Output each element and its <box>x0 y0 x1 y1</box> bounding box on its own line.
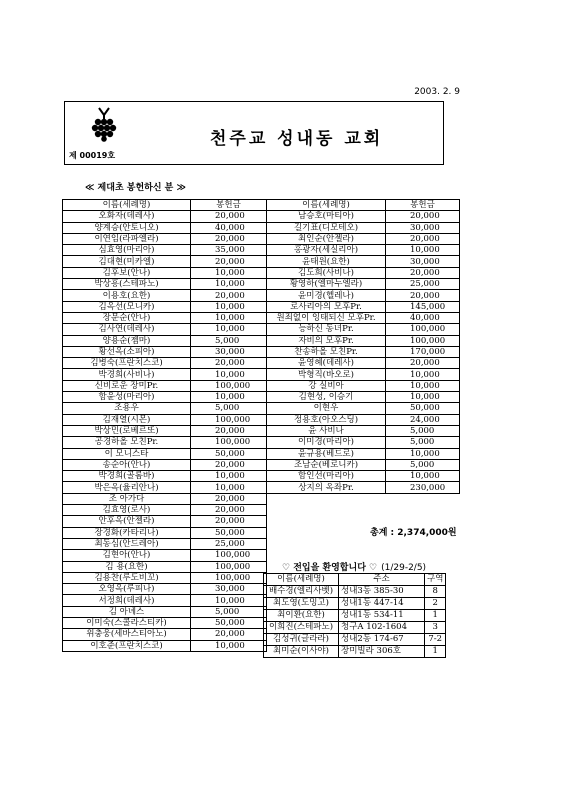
donor-name: 박형직(바오로) <box>267 369 386 380</box>
donation-amount: 100,000 <box>386 335 460 346</box>
donation-amount: 5,000 <box>386 425 460 436</box>
table-row <box>63 346 267 357</box>
table-row <box>63 448 267 459</box>
table-row <box>63 256 267 267</box>
table-row <box>63 245 267 256</box>
table-row <box>264 610 446 622</box>
table-row <box>267 403 460 414</box>
table-row <box>63 640 267 651</box>
donation-amount: 10,000 <box>191 279 267 290</box>
donor-name: 김재열(시몬) <box>63 414 191 425</box>
donation-amount: 30,000 <box>386 222 460 233</box>
donor-name: 김 용(요한) <box>63 561 191 572</box>
table-row <box>63 392 267 403</box>
donation-amount: 20,000 <box>191 459 267 470</box>
donation-amount: 20,000 <box>191 211 267 222</box>
donor-name: 장문순(안나) <box>63 312 191 323</box>
table-row <box>63 584 267 595</box>
donation-amount: 30,000 <box>191 584 267 595</box>
donor-name: 이미경(마리아) <box>267 437 386 448</box>
donor-name: 홍광자(세실리아) <box>267 245 386 256</box>
newcomer-address: 성내2동 174-67 <box>339 634 425 646</box>
donation-amount: 5,000 <box>191 606 267 617</box>
donor-name: 찬송하올 모친Pr. <box>267 346 386 357</box>
donor-name: 김현아(안나) <box>63 550 191 561</box>
column-header-amount: 봉헌금 <box>191 200 267 211</box>
table-row <box>63 471 267 482</box>
table-row <box>267 301 460 312</box>
donation-amount: 50,000 <box>386 403 460 414</box>
donation-amount: 20,000 <box>191 290 267 301</box>
donation-amount: 20,000 <box>386 358 460 369</box>
donor-name: 황영하(엘마누엘라) <box>267 279 386 290</box>
table-row <box>267 392 460 403</box>
table-row <box>63 617 267 628</box>
donor-name: 이용호(요한) <box>63 290 191 301</box>
donor-name: 김옥선(모니카) <box>63 301 191 312</box>
donation-amount: 20,000 <box>191 629 267 640</box>
donation-amount: 10,000 <box>191 640 267 651</box>
donation-amount: 100,000 <box>191 437 267 448</box>
table-row <box>267 256 460 267</box>
donor-name: 길기표(디모테오) <box>267 222 386 233</box>
donor-name: 김도희(사비나) <box>267 267 386 278</box>
issue-number: 제 00019호 <box>69 151 116 160</box>
table-row <box>63 414 267 425</box>
table-row <box>264 634 446 646</box>
table-row <box>267 471 460 482</box>
donation-amount: 10,000 <box>386 471 460 482</box>
donor-name: 윤태원(요한) <box>267 256 386 267</box>
donor-name: 이호준(프란치스코) <box>63 640 191 651</box>
newcomer-zone: 1 <box>425 610 446 622</box>
donor-table-left <box>62 199 267 652</box>
table-row <box>63 369 267 380</box>
donation-amount: 20,000 <box>191 425 267 436</box>
donation-amount: 35,000 <box>191 245 267 256</box>
table-row <box>264 646 446 658</box>
table-row <box>63 335 267 346</box>
donation-amount: 40,000 <box>386 312 460 323</box>
donation-amount: 20,000 <box>386 267 460 278</box>
table-row <box>267 437 460 448</box>
table-row <box>63 606 267 617</box>
donor-name: 신비로운 장미Pr. <box>63 380 191 391</box>
donation-amount: 230,000 <box>386 482 460 493</box>
donation-amount: 50,000 <box>191 448 267 459</box>
newcomer-name: 김성귀(글라라) <box>264 634 339 646</box>
table-row <box>267 233 460 244</box>
donation-amount: 145,000 <box>386 301 460 312</box>
donor-name: 자비의 모후Pr. <box>267 335 386 346</box>
donation-amount: 24,000 <box>386 414 460 425</box>
donation-amount: 20,000 <box>191 516 267 527</box>
table-row <box>63 222 267 233</box>
welcome-date-range: (1/29-2/5) <box>381 563 427 573</box>
donor-name: 정용호(아오스딩) <box>267 414 386 425</box>
donation-amount: 100,000 <box>191 550 267 561</box>
newcomer-address: 성내3동 385-30 <box>339 586 425 598</box>
table-row <box>63 482 267 493</box>
donation-amount: 10,000 <box>386 448 460 459</box>
table-row <box>63 358 267 369</box>
bulletin-date: 2003. 2. 9 <box>414 87 460 97</box>
donor-name: 이 모니스타 <box>63 448 191 459</box>
donation-amount: 100,000 <box>191 561 267 572</box>
table-row <box>267 459 460 470</box>
donor-name: 서정희(데레사) <box>63 595 191 606</box>
donor-name: 공경하올 모친Pr. <box>63 437 191 448</box>
donation-amount: 10,000 <box>191 312 267 323</box>
table-row <box>63 550 267 561</box>
table-row <box>63 425 267 436</box>
table-row <box>267 290 460 301</box>
newcomer-address: 청구A 102-1604 <box>339 622 425 634</box>
donation-amount: 100,000 <box>191 414 267 425</box>
newcomer-address: 장미빌라 306호 <box>339 646 425 658</box>
table-row <box>63 595 267 606</box>
table-row <box>63 493 267 504</box>
table-row <box>63 527 267 538</box>
donation-amount: 100,000 <box>191 380 267 391</box>
table-row <box>63 267 267 278</box>
donation-amount: 10,000 <box>386 369 460 380</box>
donor-name: 송순아(안나) <box>63 459 191 470</box>
donation-amount: 40,000 <box>191 222 267 233</box>
table-row <box>267 279 460 290</box>
table-row <box>267 211 460 222</box>
table-row <box>63 538 267 549</box>
donor-name: 이현우 <box>267 403 386 414</box>
donation-amount: 10,000 <box>191 301 267 312</box>
donor-name: 심효영(마리아) <box>63 245 191 256</box>
donation-amount: 30,000 <box>191 346 267 357</box>
donor-name: 함인선(마리아) <box>267 471 386 482</box>
column-header-name: 이름(세례명) <box>264 574 339 586</box>
newcomer-zone: 1 <box>425 646 446 658</box>
table-row <box>264 586 446 598</box>
donor-name: 최인순(안젤라) <box>267 233 386 244</box>
donation-amount: 20,000 <box>191 505 267 516</box>
newcomer-zone: 7-2 <box>425 634 446 646</box>
table-row <box>267 346 460 357</box>
column-header-address: 주소 <box>339 574 425 586</box>
table-row <box>63 403 267 414</box>
donor-name: 김용찬(루도비꼬) <box>63 572 191 583</box>
donor-table-right <box>266 199 460 494</box>
newcomer-address: 성내1동 447-14 <box>339 598 425 610</box>
donation-amount: 20,000 <box>386 211 460 222</box>
table-row <box>267 425 460 436</box>
donor-name: 함윤성(마리아) <box>63 392 191 403</box>
donation-amount: 30,000 <box>386 256 460 267</box>
table-row <box>267 267 460 278</box>
table-row <box>63 279 267 290</box>
column-header-name: 이름(세례명) <box>267 200 386 211</box>
donor-name: 조 아가다 <box>63 493 191 504</box>
masthead <box>64 101 444 165</box>
table-row <box>267 482 460 493</box>
donation-amount: 10,000 <box>191 267 267 278</box>
table-row <box>267 358 460 369</box>
donation-amount: 100,000 <box>191 572 267 583</box>
table-row <box>63 572 267 583</box>
donation-amount: 5,000 <box>386 459 460 470</box>
donation-amount: 100,000 <box>386 324 460 335</box>
donation-amount: 20,000 <box>386 233 460 244</box>
column-header-name: 이름(세례명) <box>63 200 191 211</box>
donation-amount: 10,000 <box>191 324 267 335</box>
column-header-zone: 구역 <box>425 574 446 586</box>
donation-amount: 10,000 <box>386 380 460 391</box>
table-row <box>267 324 460 335</box>
section-title: ≪ 제대초 봉헌하신 분 ≫ <box>85 183 186 193</box>
table-row <box>267 312 460 323</box>
donor-name: 최동심(안드레아) <box>63 538 191 549</box>
donor-name: 김후보(안나) <box>63 267 191 278</box>
table-row <box>63 629 267 640</box>
newcomer-name: 최이환(요한) <box>264 610 339 622</box>
newcomer-name: 배수경(엘리사벳) <box>264 586 339 598</box>
donation-amount: 25,000 <box>386 279 460 290</box>
newcomer-name: 최미순(이사야) <box>264 646 339 658</box>
table-row <box>267 335 460 346</box>
donation-amount: 20,000 <box>386 290 460 301</box>
table-row <box>63 459 267 470</box>
table-row <box>267 369 460 380</box>
table-row <box>267 222 460 233</box>
table-row <box>264 598 446 610</box>
newcomer-zone: 8 <box>425 586 446 598</box>
donor-name: 이연임(라파엘라) <box>63 233 191 244</box>
newcomer-address: 성내1동 534-11 <box>339 610 425 622</box>
donor-name: 위충웅(세바스티아노) <box>63 629 191 640</box>
donor-name: 오화자(데레사) <box>63 211 191 222</box>
table-row <box>63 290 267 301</box>
table-row <box>267 414 460 425</box>
donation-amount: 10,000 <box>191 471 267 482</box>
donation-amount: 170,000 <box>386 346 460 357</box>
donation-amount: 10,000 <box>191 482 267 493</box>
donor-name: 오영옥(루피나) <box>63 584 191 595</box>
table-row <box>63 516 267 527</box>
newcomer-name: 이희진(스테파노) <box>264 622 339 634</box>
table-row <box>264 622 446 634</box>
donation-amount: 10,000 <box>386 245 460 256</box>
welcome-title: ♡ 전입을 환영합니다 ♡ <box>282 563 378 573</box>
welcome-heading <box>282 560 426 573</box>
column-header-amount: 봉헌금 <box>386 200 460 211</box>
donation-amount: 10,000 <box>191 369 267 380</box>
donor-name: 안후옥(안젤라) <box>63 516 191 527</box>
donor-name: 윤 사비나 <box>267 425 386 436</box>
donor-name: 조용우 <box>63 403 191 414</box>
donor-name: 양계승(안토니오) <box>63 222 191 233</box>
newcomer-zone: 2 <box>425 598 446 610</box>
table-row <box>63 324 267 335</box>
donation-amount: 50,000 <box>191 527 267 538</box>
donation-amount: 5,000 <box>386 437 460 448</box>
donor-name: 박경희(골롬바) <box>63 471 191 482</box>
table-row <box>63 380 267 391</box>
table-row <box>63 561 267 572</box>
donation-amount: 20,000 <box>191 233 267 244</box>
table-row <box>267 245 460 256</box>
table-row <box>63 312 267 323</box>
donor-name: 상지의 옥좌Pr. <box>267 482 386 493</box>
donor-name: 로사리아의 모후Pr. <box>267 301 386 312</box>
donor-name: 남승호(마티아) <box>267 211 386 222</box>
donor-name: 황선옥(소피아) <box>63 346 191 357</box>
donation-amount: 10,000 <box>386 392 460 403</box>
church-name: 천주교 성내동 교회 <box>210 129 384 149</box>
grape-logo-icon <box>89 106 119 142</box>
donation-amount: 20,000 <box>191 493 267 504</box>
table-row <box>63 505 267 516</box>
donor-name: 김사연(데레사) <box>63 324 191 335</box>
donor-name: 김대현(미카엘) <box>63 256 191 267</box>
donor-name: 능하신 동녀Pr. <box>267 324 386 335</box>
donor-name: 박은옥(율리안나) <box>63 482 191 493</box>
donor-name: 김현성, 이승기 <box>267 392 386 403</box>
donation-amount: 5,000 <box>191 335 267 346</box>
table-row <box>63 437 267 448</box>
donor-name: 조남순(베로니카) <box>267 459 386 470</box>
donation-amount: 10,000 <box>191 595 267 606</box>
total-amount: 총계 : 2,374,000원 <box>370 528 457 538</box>
donor-name: 박경희(사비나) <box>63 369 191 380</box>
donor-name: 김효영(로사) <box>63 505 191 516</box>
newcomer-zone: 3 <box>425 622 446 634</box>
donation-amount: 20,000 <box>191 358 267 369</box>
donor-name: 강 실비아 <box>267 380 386 391</box>
donation-amount: 5,000 <box>191 403 267 414</box>
donation-amount: 50,000 <box>191 617 267 628</box>
donor-name: 윤미경(헬레나) <box>267 290 386 301</box>
donor-name: 박상민(로베르또) <box>63 425 191 436</box>
donor-name: 박상흥(스테파노) <box>63 279 191 290</box>
table-row <box>63 211 267 222</box>
donation-amount: 10,000 <box>191 392 267 403</box>
donor-name: 김 아녜스 <box>63 606 191 617</box>
donor-name: 장경화(카타리나) <box>63 527 191 538</box>
newcomers-table <box>263 573 446 658</box>
table-row <box>267 448 460 459</box>
donor-name: 양용순(젬마) <box>63 335 191 346</box>
table-row <box>63 233 267 244</box>
donor-name: 윤규용(베드로) <box>267 448 386 459</box>
donation-amount: 20,000 <box>191 256 267 267</box>
newcomer-name: 최도영(도밍고) <box>264 598 339 610</box>
table-row <box>267 380 460 391</box>
donor-name: 이미숙(스콜라스티카) <box>63 617 191 628</box>
donation-amount: 25,000 <box>191 538 267 549</box>
table-row <box>63 301 267 312</box>
donor-name: 원죄없이 잉태되신 모후Pr. <box>267 312 386 323</box>
donor-name: 김병숙(프란치스코) <box>63 358 191 369</box>
donor-name: 윤영혜(데레사) <box>267 358 386 369</box>
